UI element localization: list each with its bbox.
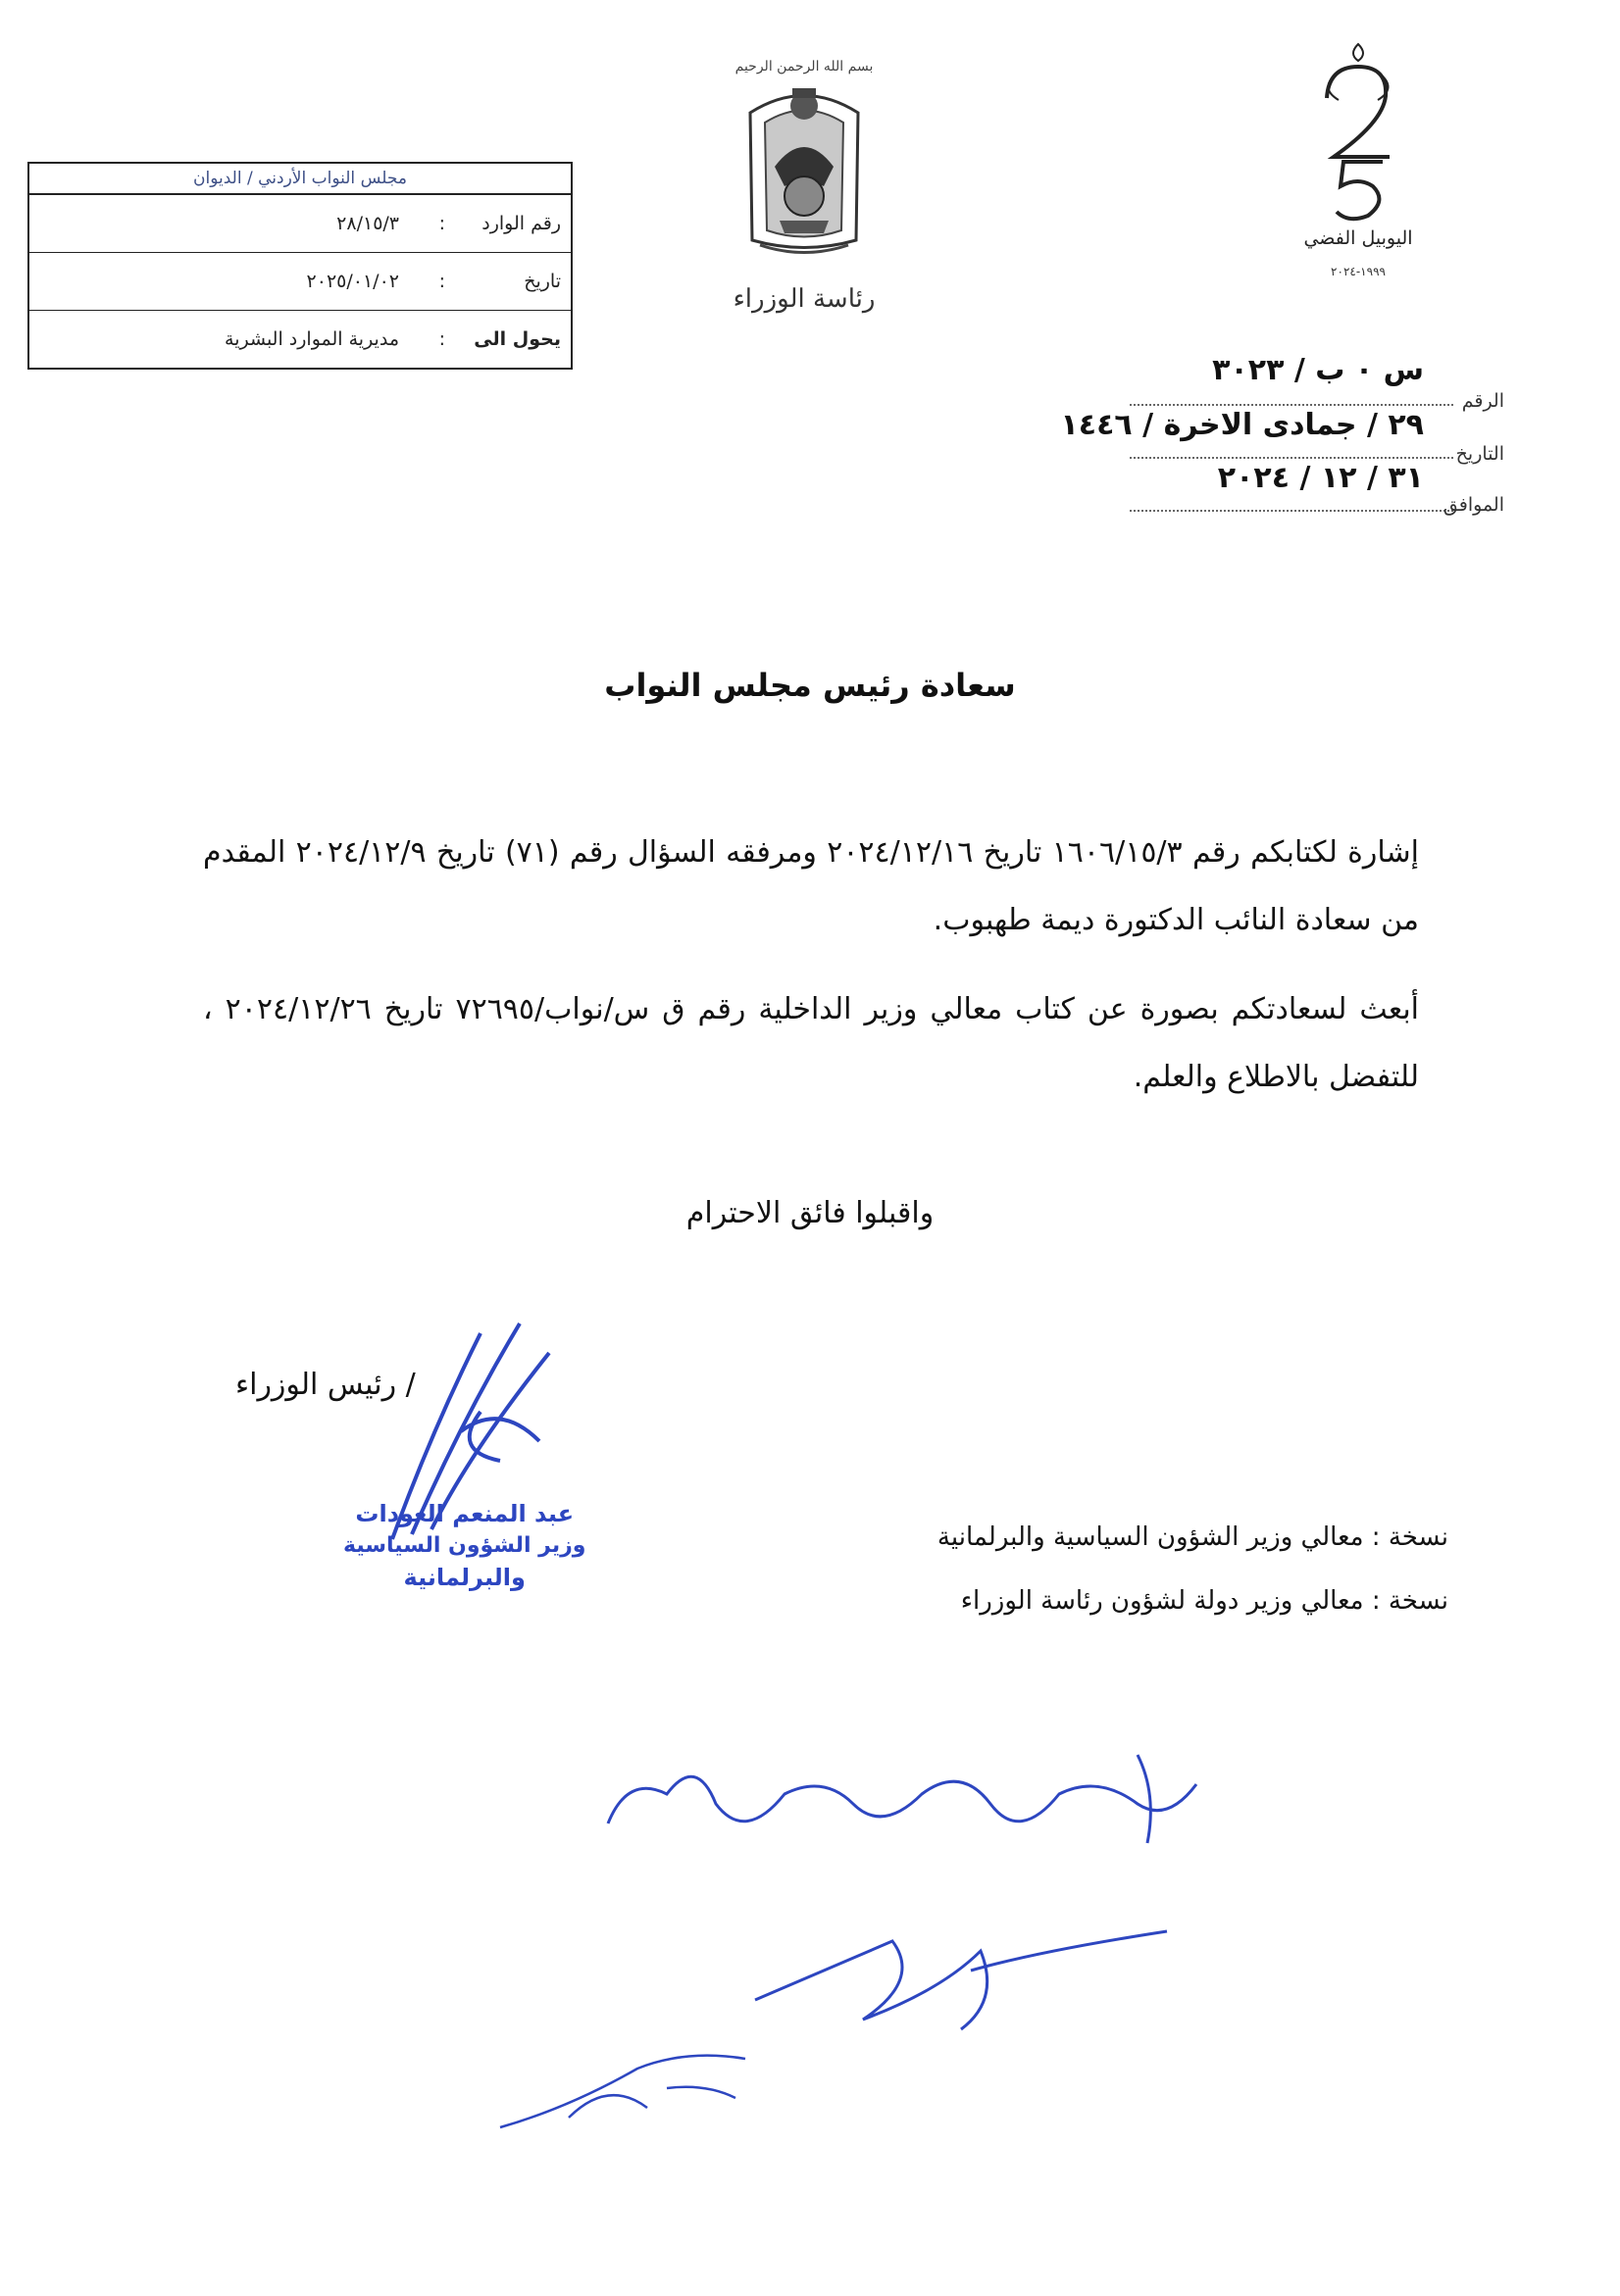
closing-line: واقبلوا فائق الاحترام <box>685 1196 935 1230</box>
stamp-row-date <box>29 253 571 311</box>
jubilee-label: اليوبيل الفضي <box>1303 227 1413 249</box>
stamp-colon: : <box>438 328 445 350</box>
ref-hijri-value: ٢٩ / جمادى الاخرة / ١٤٤٦ <box>1060 408 1424 442</box>
addressee-heading: سعادة رئيس مجلس النواب <box>604 667 1016 704</box>
minister-stamp <box>343 1500 585 1591</box>
stamp-row-incoming-number <box>29 195 571 253</box>
ref-number-label: الرقم <box>1461 390 1504 412</box>
stamp-colon: : <box>438 271 445 292</box>
coat-of-arms-icon <box>731 59 878 275</box>
stamp-colon: : <box>438 213 445 234</box>
body-paragraph-2: أبعث لسعادتكم بصورة عن كتاب معالي وزير الداخلية رقم ق س/نواب/٧٢٦٩٥ تاريخ ٢٠٢٤/١٢/٢٦ ، للتفضل بالاطلاع والعلم. <box>203 992 1420 1094</box>
handwritten-annotation-icon <box>588 1735 1216 1872</box>
handwritten-initials-icon <box>490 2029 785 2137</box>
incoming-stamp-box <box>27 162 573 370</box>
stamp-title-line2: والبرلمانية <box>403 1564 526 1591</box>
silver-jubilee-logo-icon <box>1309 39 1407 225</box>
stamp-row-forward-to <box>29 311 571 370</box>
stamp-title-line1: وزير الشؤون السياسية <box>343 1533 586 1558</box>
ref-number-value: س ٠ ب / ٣٠٢٣ <box>1212 353 1424 387</box>
ref-greg-value: ٣١ / ١٢ / ٢٠٢٤ <box>1217 461 1424 495</box>
stamp-value: ٢٠٢٥/٠١/٠٢ <box>306 271 399 292</box>
stamp-value: ٢٨/١٥/٣ <box>336 213 399 234</box>
prime-ministry-label: رئاسة الوزراء <box>733 284 876 314</box>
stamp-label: رقم الوارد <box>481 213 561 234</box>
signatory-title: / رئيس الوزراء <box>235 1368 416 1402</box>
basmala-text: بسم الله الرحمن الرحيم <box>734 59 874 75</box>
stamp-name: عبد المنعم العودات <box>355 1500 575 1527</box>
stamp-header: مجلس النواب الأردني / الديوان <box>29 164 571 195</box>
ref-greg-label: الموافق <box>1443 494 1504 516</box>
copy-line-2: نسخة : معالي وزير دولة لشؤون رئاسة الوزراء <box>960 1586 1448 1616</box>
stamp-label: يحول الى <box>474 328 561 350</box>
copy-line-1: نسخة : معالي وزير الشؤون السياسية والبرلمانية <box>937 1522 1448 1552</box>
stamp-label: تاريخ <box>524 271 561 292</box>
jubilee-years: ١٩٩٩-٢٠٢٤ <box>1331 265 1386 278</box>
body-paragraph-1: إشارة لكتابكم رقم ١٦٠٦/١٥/٣ تاريخ ٢٠٢٤/١٢/١٦ ومرفقه السؤال رقم (٧١) تاريخ ٢٠٢٤/١٢/٩ المقدم من سعادة النائب الدكتورة ديمة طهبوب. <box>203 835 1419 937</box>
stamp-value: مديرية الموارد البشرية <box>225 328 399 350</box>
handwritten-signature-2-icon <box>745 1912 1177 2059</box>
ref-hijri-label: التاريخ <box>1455 443 1504 465</box>
